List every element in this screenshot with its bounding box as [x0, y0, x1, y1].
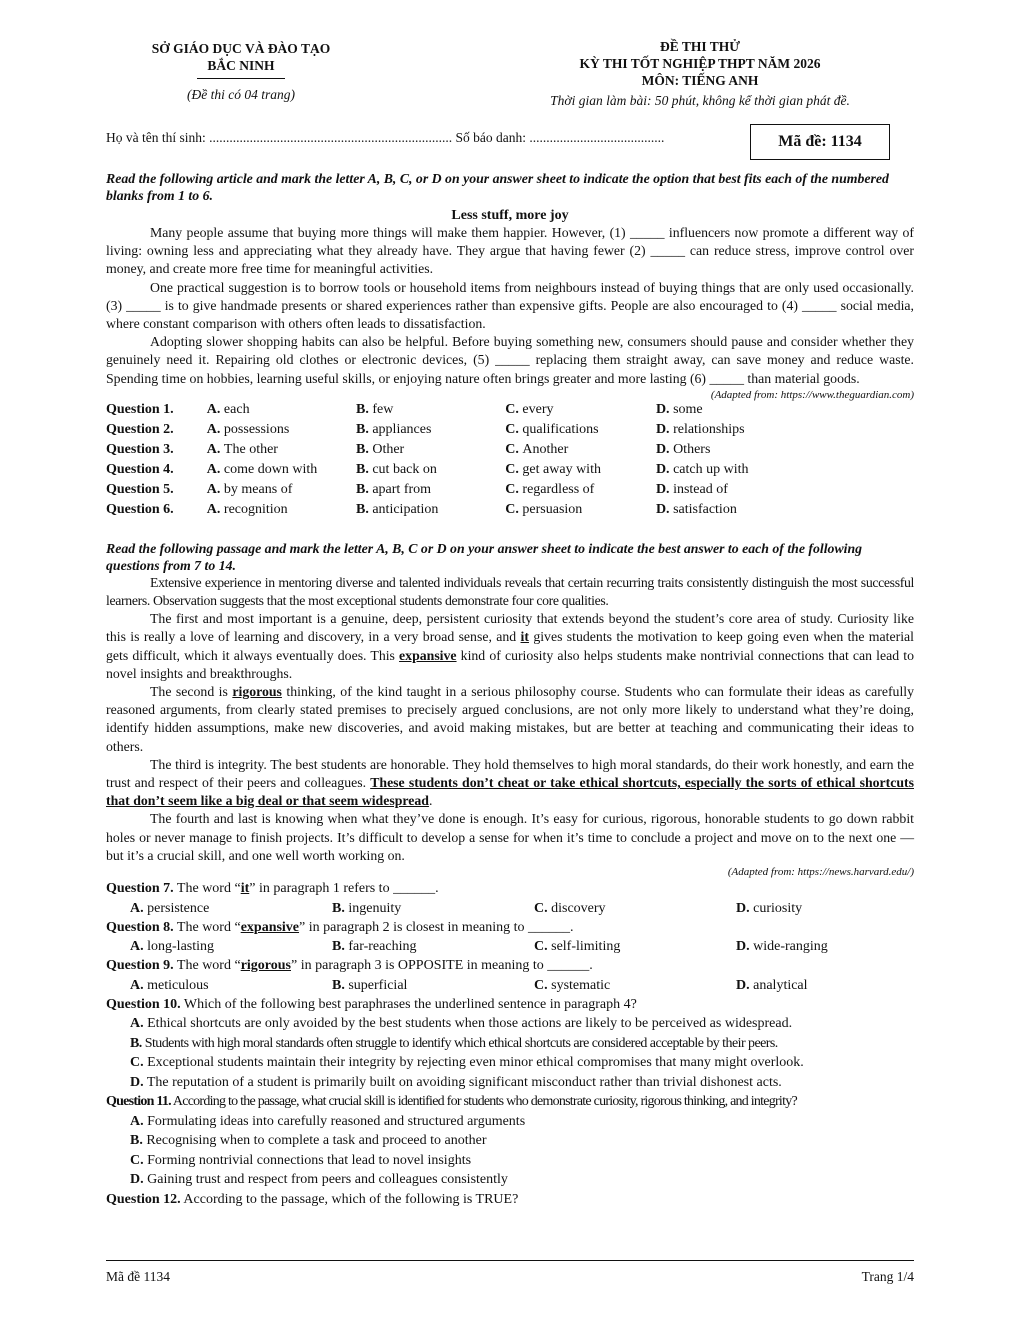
candidate-line: Họ và tên thí sinh: ........................................................................ Số báo danh: ........................................	[106, 130, 665, 145]
passage-text: The third is integrity. The best students are honorable. They hold themselves to high moral standards, do their work honestly, and earn the trust and respect of their peers and colleagues.	[106, 756, 914, 791]
question-label: Question 7.	[106, 881, 174, 897]
question-9	[106, 956, 914, 976]
underlined-word-rigorous: rigorous	[232, 684, 282, 700]
exam-subject: MÔN: TIẾNG ANH	[641, 73, 759, 88]
cloze-question-row	[106, 482, 806, 502]
article-paragraph: Many people assume that buying more things will make them happier. However, (1) _____ influencers now promote a different way of living: owning less and appreciating what they already have. They argue that having fewer (2) _____ can reduce stress, improve control over money, and create more free time for meaningful activities.	[106, 225, 914, 277]
exam-page	[106, 0, 914, 1209]
passage-paragraph	[106, 756, 914, 811]
answer-b: B. ingenuity	[332, 900, 402, 916]
exam-type: ĐỀ THI THỬ	[659, 39, 741, 54]
answer-c: C. Forming nontrivial connections that lead to novel insights	[130, 1152, 472, 1168]
cloze-question-row	[106, 442, 806, 462]
footer-exam-code: Mã đề 1134	[106, 1269, 170, 1284]
answers-8	[130, 937, 914, 956]
answer-c: C. systematic	[534, 977, 611, 993]
passage-paragraph	[106, 610, 914, 683]
answer-option-b: B. appliances	[356, 421, 432, 437]
exam-code-box: Mã đề: 1134	[750, 124, 890, 160]
question-word: rigorous	[240, 958, 291, 974]
cloze-options-table	[106, 402, 806, 522]
answer-b: B. superficial	[332, 977, 408, 993]
underlined-word-it: it	[520, 629, 529, 645]
question-text: The word “	[173, 919, 241, 935]
answer-d: D. curiosity	[736, 900, 803, 916]
answers-7	[130, 899, 914, 918]
answer-option-d: D. instead of	[655, 481, 728, 497]
answer-option-c: C. regardless of	[505, 481, 595, 497]
article-source: (Adapted from: https://www.theguardian.com)	[710, 388, 914, 401]
section2-instruction: Read the following passage and mark the letter A, B, C or D on your answer sheet to indicate the best answer to each of the following questions from 7 to 14.	[106, 540, 863, 573]
question-8	[106, 918, 914, 938]
answer-option-b: B. few	[356, 401, 394, 417]
question-label: Question 5.	[106, 481, 174, 497]
question-text: According to the passage, what crucial skill is identified for students who demonstrate curiosity, rigorous thinking, and integrity?	[170, 1094, 797, 1110]
answer-b: B. Students with high moral standards often struggle to identify which ethical shortcuts are considered acceptable by their peers.	[130, 1035, 778, 1051]
question-text: The word “	[173, 881, 241, 897]
question-label: Question 11.	[106, 1094, 171, 1110]
exam-header	[106, 0, 914, 118]
answer-c: C. Exceptional students maintain their integrity by rejecting even minor ethical compromises that many might overlook.	[130, 1055, 804, 1071]
passage-text: The second is	[150, 684, 233, 700]
question-label: Question 12.	[106, 1191, 181, 1207]
answer-a: A. long-lasting	[130, 939, 215, 955]
passage-paragraph: Extensive experience in mentoring diverse and talented individuals reveals that certain recurring traits consistently distinguish the most successful learners. Observation suggests that the most exceptional students demonstrate four core qualities.	[106, 574, 914, 609]
province-name: BẮC NINH	[207, 58, 275, 73]
passage-text: gives students the motivation to keep going even when the material gets difficult, which it always eventually does. This	[106, 629, 914, 663]
answer-c: C. discovery	[534, 900, 606, 916]
question-text: The word “	[173, 958, 241, 974]
question-label: Question 4.	[106, 461, 174, 477]
question-11	[106, 1092, 914, 1112]
exam-name: KỲ THI TỐT NGHIỆP THPT NĂM 2026	[579, 56, 821, 71]
answer-option-c: C. every	[505, 401, 554, 417]
answer-option-a: A. by means of	[206, 481, 293, 497]
article-title: Less stuff, more joy	[451, 208, 569, 223]
question-label: Question 10.	[106, 996, 181, 1012]
cloze-question-row	[106, 402, 806, 422]
question-label: Question 8.	[106, 919, 174, 935]
answer-d: D. Gaining trust and respect from peers and colleagues consistently	[130, 1172, 508, 1188]
answer-option-c: C. Another	[505, 441, 569, 457]
article-paragraph: One practical suggestion is to borrow tools or household items from neighbours instead of buying things that are only used occasionally. (3) _____ is to give handmade presents or shared experiences rather than expensive gifts. People are also encouraged to (4) _____ social media, where constant comparison with others often leads to dissatisfaction.	[106, 279, 914, 332]
answer-d: D. analytical	[736, 977, 808, 993]
question-text: ” in paragraph 3 is OPPOSITE in meaning to ______.	[291, 958, 593, 974]
question-label: Question 6.	[106, 501, 174, 517]
answer-option-a: A. The other	[206, 441, 278, 457]
passage-text: thinking, of the kind taught in a serious philosophy course. Students who can formulate their ideas as carefully reasoned arguments, from clearly stated premises to precisely argued conclusions, are not only more likely to understand what they’re doing, identify hidden assumptions, make new discoveries, and avoid making mistakes, but are better at teaching and communicating their ideas to others.	[106, 684, 915, 754]
department-name: SỞ GIÁO DỤC VÀ ĐÀO TẠO	[151, 41, 331, 56]
cloze-question-row	[106, 422, 806, 442]
answer-option-b: B. anticipation	[356, 501, 439, 517]
passage-paragraph	[106, 683, 914, 756]
exam-title-block	[486, 38, 914, 109]
answer-option-a: A. come down with	[206, 461, 318, 477]
answer-a: A. meticulous	[130, 977, 209, 993]
passage-source: (Adapted from: https://news.harvard.edu/)	[727, 866, 914, 879]
passage-text: kind of curiosity also helps students make nontrivial connections that can lead to novel insights and breakthroughs.	[106, 647, 915, 681]
answers-9	[130, 976, 914, 995]
question-12	[106, 1190, 914, 1210]
passage-text: The first and most important is a genuine, deep, persistent curiosity that extends beyond the student’s core area of study. Curiosity like this is really a love of learning and discovery, in a very broad sense, and	[106, 611, 914, 645]
answer-b: B. Recognising when to complete a task and proceed to another	[130, 1133, 487, 1149]
answer-option-d: D. Others	[655, 441, 711, 457]
answer-b: B. far-reaching	[332, 939, 417, 955]
cloze-question-row	[106, 502, 806, 522]
department-block	[106, 40, 376, 103]
answer-option-a: A. each	[206, 401, 250, 417]
question-label: Question 1.	[106, 401, 174, 417]
question-word: it	[240, 881, 250, 897]
article-paragraph: Adopting slower shopping habits can also be helpful. Before buying something new, consumers should pause and consider whether they genuinely need it. Repairing old clothes or electronic devices, (5) _____ replacing them straight away, can save money and reduce waste. Spending time on hobbies, learning useful skills, or enjoying nature often brings greater and more lasting (6) _____ than material goods.	[106, 334, 914, 386]
question-text: Which of the following best paraphrases the underlined sentence in paragraph 4?	[180, 996, 637, 1012]
answer-option-d: D. some	[655, 401, 703, 417]
underlined-word-expansive: expansive	[399, 647, 457, 663]
answer-option-c: C. qualifications	[505, 421, 599, 437]
time-note: Thời gian làm bài: 50 phút, không kể thời gian phát đề.	[550, 93, 850, 108]
footer-page-number: Trang 1/4	[861, 1269, 914, 1284]
answer-option-a: A. possessions	[206, 421, 290, 437]
answer-a: A. persistence	[130, 900, 210, 916]
passage-paragraph: The fourth and last is knowing when what they’ve done is enough. It’s easy for curious, rigorous, honorable students to go down rabbit holes or never manage to finish projects. It’s difficult to develop a sense for when it’s time to conclude a project and move on to the next one — but it’s a crucial skill, and one well worth working on.	[106, 811, 914, 863]
answer-d: D. wide-ranging	[736, 939, 828, 955]
section1-instruction: Read the following article and mark the letter A, B, C, or D on your answer sheet to indicate the option that best fits each of the numbered blanks from 1 to 6.	[106, 171, 889, 203]
pages-note: (Đề thi có 04 trang)	[187, 87, 295, 102]
answer-option-b: B. Other	[356, 441, 405, 457]
answer-option-c: C. get away with	[505, 461, 601, 477]
question-label: Question 3.	[106, 441, 174, 457]
question-label: Question 2.	[106, 421, 174, 437]
answer-c: C. self-limiting	[534, 939, 621, 955]
answer-a: A. Formulating ideas into carefully reasoned and structured arguments	[130, 1113, 526, 1129]
answer-d: D. The reputation of a student is primarily built on avoiding significant misconduct rather than trivial dishonest acts.	[130, 1074, 782, 1090]
passage-text: .	[428, 793, 433, 809]
question-text: ” in paragraph 2 is closest in meaning to ______.	[299, 919, 574, 935]
answer-option-d: D. satisfaction	[655, 501, 737, 517]
answer-option-b: B. apart from	[356, 481, 432, 497]
question-word: expansive	[240, 919, 300, 935]
question-7	[106, 879, 914, 899]
cloze-question-row	[106, 462, 806, 482]
answer-a: A. Ethical shortcuts are only avoided by the best students when those actions are likely to be perceived as widespread.	[130, 1016, 793, 1032]
question-label: Question 9.	[106, 958, 174, 974]
answer-option-a: A. recognition	[206, 501, 288, 517]
page-footer	[106, 1260, 914, 1284]
answer-option-b: B. cut back on	[356, 461, 437, 477]
question-10	[106, 995, 914, 1015]
underlined-sentence: These students don’t cheat or take ethical shortcuts, especially the sorts of ethical shortcuts that don’t seem like a big deal or that seem widespread	[106, 775, 914, 809]
answer-option-d: D. relationships	[655, 421, 745, 437]
header-divider	[197, 78, 285, 79]
answer-option-c: C. persuasion	[505, 501, 583, 517]
answer-option-d: D. catch up with	[655, 461, 749, 477]
question-text: ” in paragraph 1 refers to ______.	[249, 881, 439, 897]
question-text: According to the passage, which of the following is TRUE?	[180, 1191, 519, 1207]
